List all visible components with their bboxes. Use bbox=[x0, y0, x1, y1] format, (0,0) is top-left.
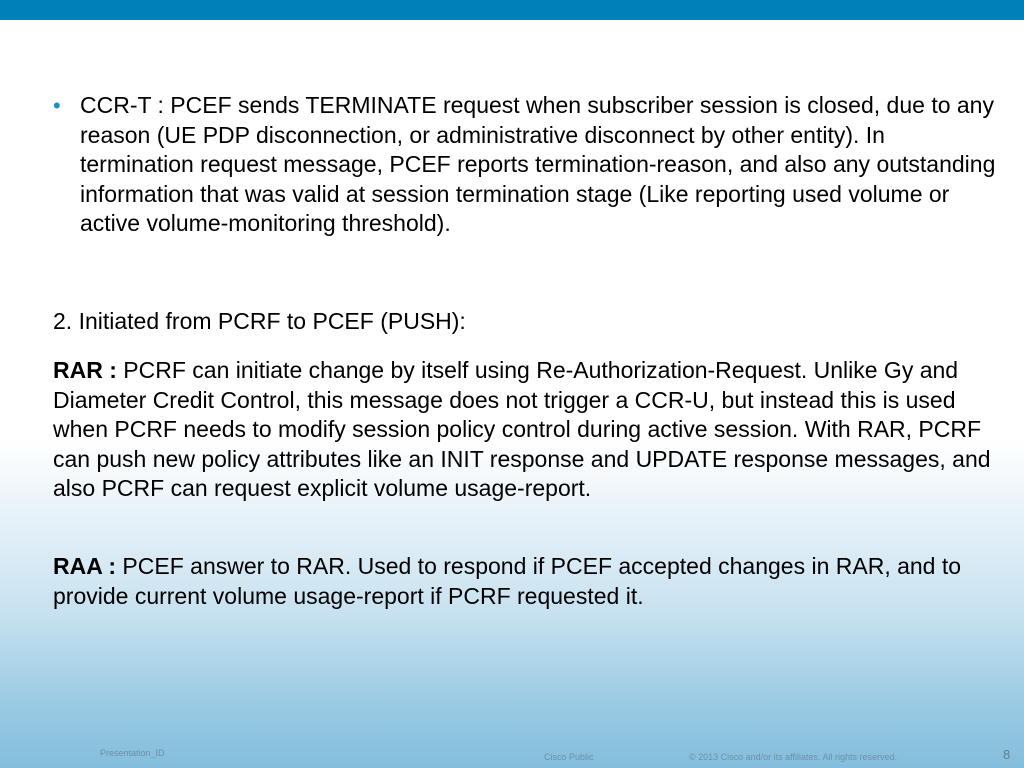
bullet-text: CCR-T : PCEF sends TERMINATE request when subscriber session is closed, due to any reason (UE PDP disconnection, or administrative disconnect by other entity). In termination request message, PCEF reports termination-reason, and also any outstanding information that was valid at session termination stage (Like reporting used volume or active volume-monitoring threshold). bbox=[80, 92, 996, 236]
top-accent-bar bbox=[0, 0, 1024, 20]
raa-label: RAA : bbox=[53, 553, 117, 579]
bullet-marker: • bbox=[53, 93, 61, 118]
raa-text: PCEF answer to RAR. Used to respond if PCEF accepted changes in RAR, and to provide current volume usage-report if PCRF requested it. bbox=[53, 553, 962, 609]
raa-paragraph bbox=[53, 552, 998, 611]
footer-classification: Cisco Public bbox=[544, 752, 594, 762]
section-heading: 2. Initiated from PCRF to PCEF (PUSH): bbox=[53, 308, 466, 334]
footer-copyright: © 2013 Cisco and/or its affiliates. All rights reserved. bbox=[689, 752, 898, 762]
page-number: 8 bbox=[1003, 747, 1011, 762]
rar-paragraph bbox=[53, 356, 998, 504]
bullet-item-ccr-t bbox=[53, 91, 998, 239]
rar-text: PCRF can initiate change by itself using Re-Authorization-Request. Unlike Gy and Diameter Credit Control, this message does not trigger a CCR-U, but instead this is used when PCRF needs to modify session policy control during active session. With RAR, PCRF can push new policy attributes like an INIT response and UPDATE response messages, and also PCRF can request explicit volume usage-report. bbox=[53, 357, 991, 501]
rar-label: RAR : bbox=[53, 357, 117, 383]
footer-presentation-id: Presentation_ID bbox=[100, 748, 165, 758]
